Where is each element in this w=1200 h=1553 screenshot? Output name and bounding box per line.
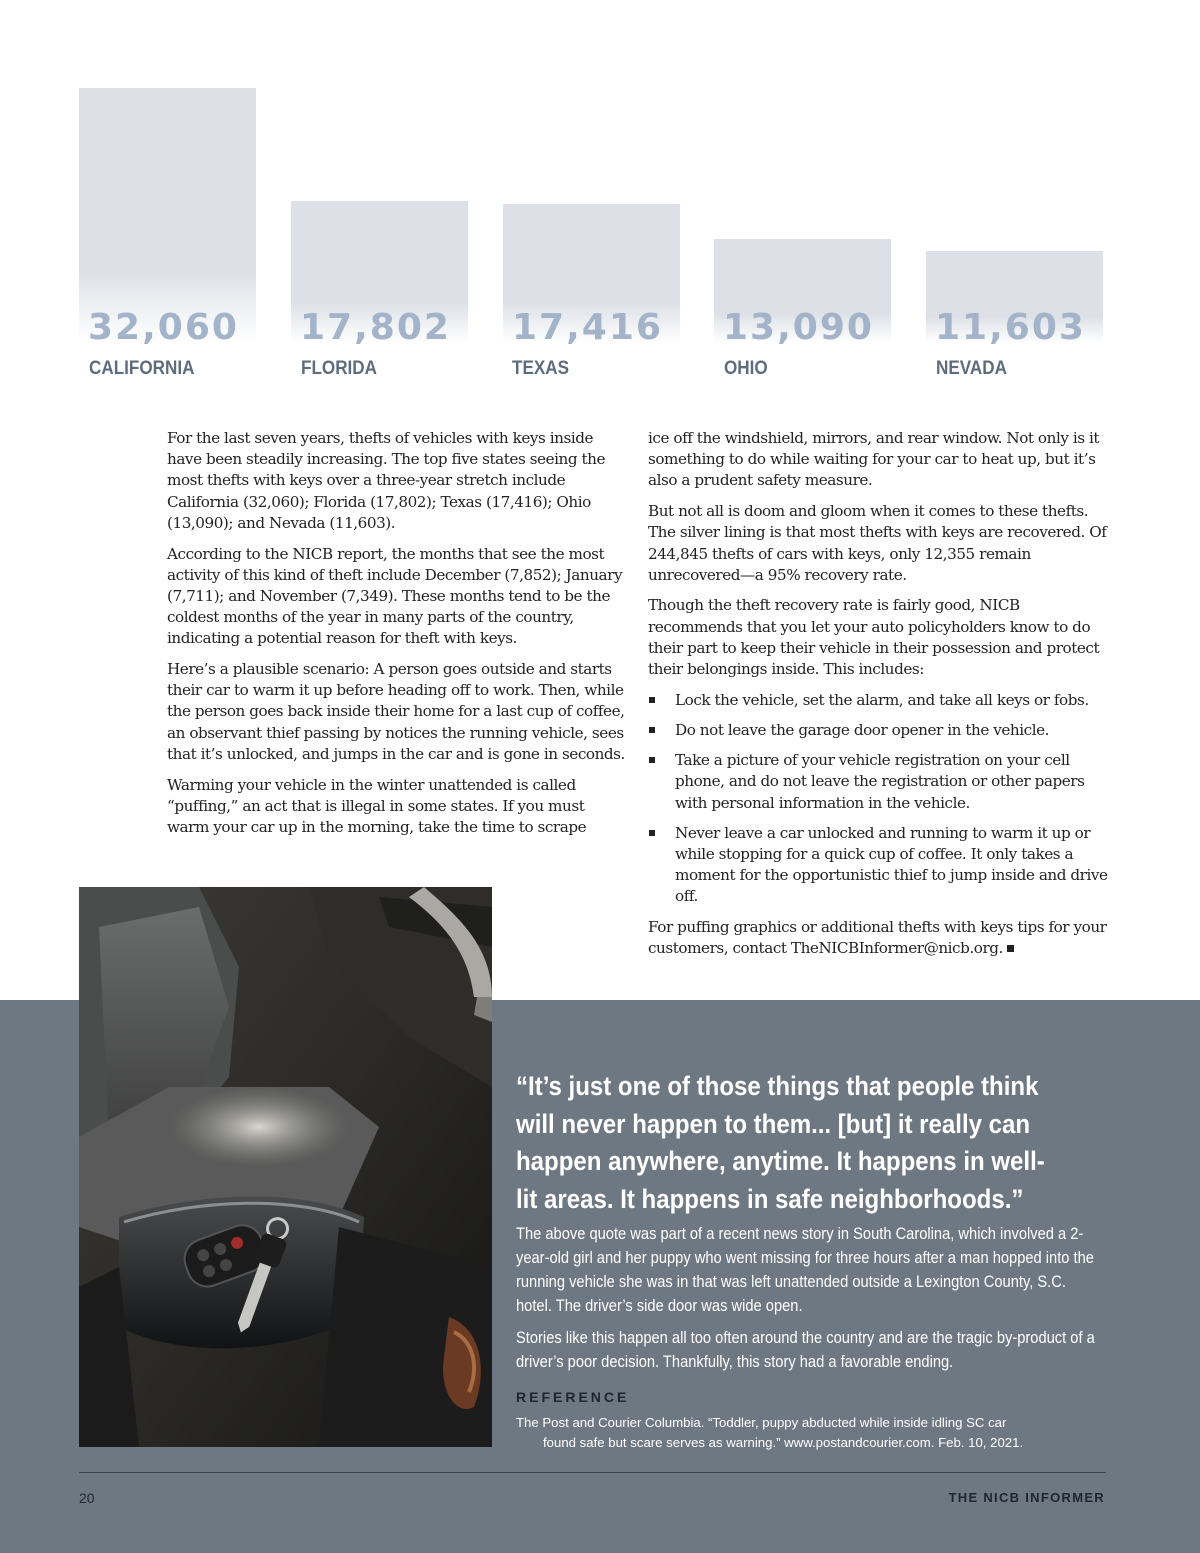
bar-value-texas: 17,416 xyxy=(512,307,663,348)
bar-value-ohio: 13,090 xyxy=(723,307,874,348)
publication-name: THE NICB INFORMER xyxy=(948,1490,1105,1505)
bar-value-florida: 17,802 xyxy=(300,307,451,348)
bar-value-california: 32,060 xyxy=(88,307,239,348)
reference-heading: REFERENCE xyxy=(516,1389,630,1405)
list-item: Never leave a car unlocked and running to warm it up or while stopping for a quick cup of coffee. It only takes a moment for the opportunistic thief to jump inside and drive off. xyxy=(648,823,1108,908)
car-interior-keys-photo xyxy=(79,887,492,1447)
paragraph: Warming your vehicle in the winter unattended is called “puffing,” an act that is illegal in some states. If you must warm your car up in the morning, take the time to scrape xyxy=(167,775,587,836)
bar-label-ohio: OHIO xyxy=(724,358,768,379)
bar-value-nevada: 11,603 xyxy=(935,307,1086,348)
paragraph: ice off the windshield, mirrors, and rear window. Not only is it something to do while waiting for your car to heat up, but it’s also a prudent safety measure. xyxy=(648,429,1100,490)
list-item: Lock the vehicle, set the alarm, and take all keys or fobs. xyxy=(648,690,1108,711)
paragraph: But not all is doom and gloom when it comes to these thefts. The silver lining is that most thefts with keys are recovered. Of 244,845 thefts of cars with keys, only 12,355 remain unrecovered—a 95% recovery rate. xyxy=(648,502,1107,584)
list-item: Take a picture of your vehicle registration on your cell phone, and do not leave the registration or other papers with personal information in the vehicle. xyxy=(648,750,1108,814)
closing-paragraph xyxy=(648,917,1108,959)
closing-text: For puffing graphics or additional thefts with keys tips for your customers, contact TheNICBInformer@nicb.org. xyxy=(648,918,1107,958)
paragraph: Here’s a plausible scenario: A person goes outside and starts their car to warm it up before heading off to work. Then, while the person goes back inside their home for a last cup of coffee, an observant thief passing by notices the running vehicle, sees that it’s unlocked, and jumps in the car and is gone in seconds. xyxy=(167,660,625,763)
paragraph: The above quote was part of a recent news story in South Carolina, which involved a 2-year-old girl and her puppy who went missing for three hours after a man hopped into the running vehicle she was in that was left unattended outside a Lexington County, S.C. hotel. The driver’s side door was wide open. xyxy=(516,1225,1094,1315)
bar-label-nevada: NEVADA xyxy=(936,358,1007,379)
tips-list xyxy=(648,690,1108,908)
footer-rule xyxy=(79,1472,1106,1473)
article-left-column xyxy=(167,428,627,848)
paragraph: Stories like this happen all too often around the country and are the tragic by-product of a driver’s poor decision. Thankfully, this story had a favorable ending. xyxy=(516,1329,1095,1371)
bar-label-florida: FLORIDA xyxy=(301,358,377,379)
list-item: Do not leave the garage door opener in the vehicle. xyxy=(648,720,1108,741)
bar-label-texas: TEXAS xyxy=(512,358,570,379)
bar-label-california: CALIFORNIA xyxy=(89,358,195,379)
quote-story xyxy=(516,1222,1103,1382)
pull-quote: “It’s just one of those things that people think will never happen to them... [but] it really can happen anywhere, anytime. It happens in well-lit areas. It happens in safe neighborhoods.” xyxy=(516,1071,1045,1214)
end-mark-icon xyxy=(1007,945,1014,952)
reference-line: found safe but scare serves as warning.” www.postandcourier.com. Feb. 10, 2021. xyxy=(543,1435,1024,1450)
reference-line: The Post and Courier Columbia. “Toddler, puppy abducted while inside idling SC car xyxy=(516,1415,1007,1430)
state-thefts-chart xyxy=(0,0,1200,400)
paragraph: Though the theft recovery rate is fairly good, NICB recommends that you let your auto policyholders know to do their part to keep their vehicle in their possession and protect their belongings inside. This includes: xyxy=(648,596,1100,679)
reference-citation xyxy=(516,1413,1106,1453)
page-number: 20 xyxy=(79,1490,95,1506)
paragraph: According to the NICB report, the months that see the most activity of this kind of theft include December (7,852); January (7,711); and November (7,349). These months tend to be the coldest months of the year in many parts of the country, indicating a potential reason for theft with keys. xyxy=(167,544,623,648)
paragraph: For the last seven years, thefts of vehicles with keys inside have been steadily increasing. The top five states seeing the most thefts with keys over a three-year stretch include California (32,060); Florida (17,802); Texas (17,416); Ohio (13,090); and Nevada (11,603). xyxy=(167,429,606,532)
article-right-column xyxy=(648,428,1108,969)
bar-california xyxy=(79,88,256,343)
